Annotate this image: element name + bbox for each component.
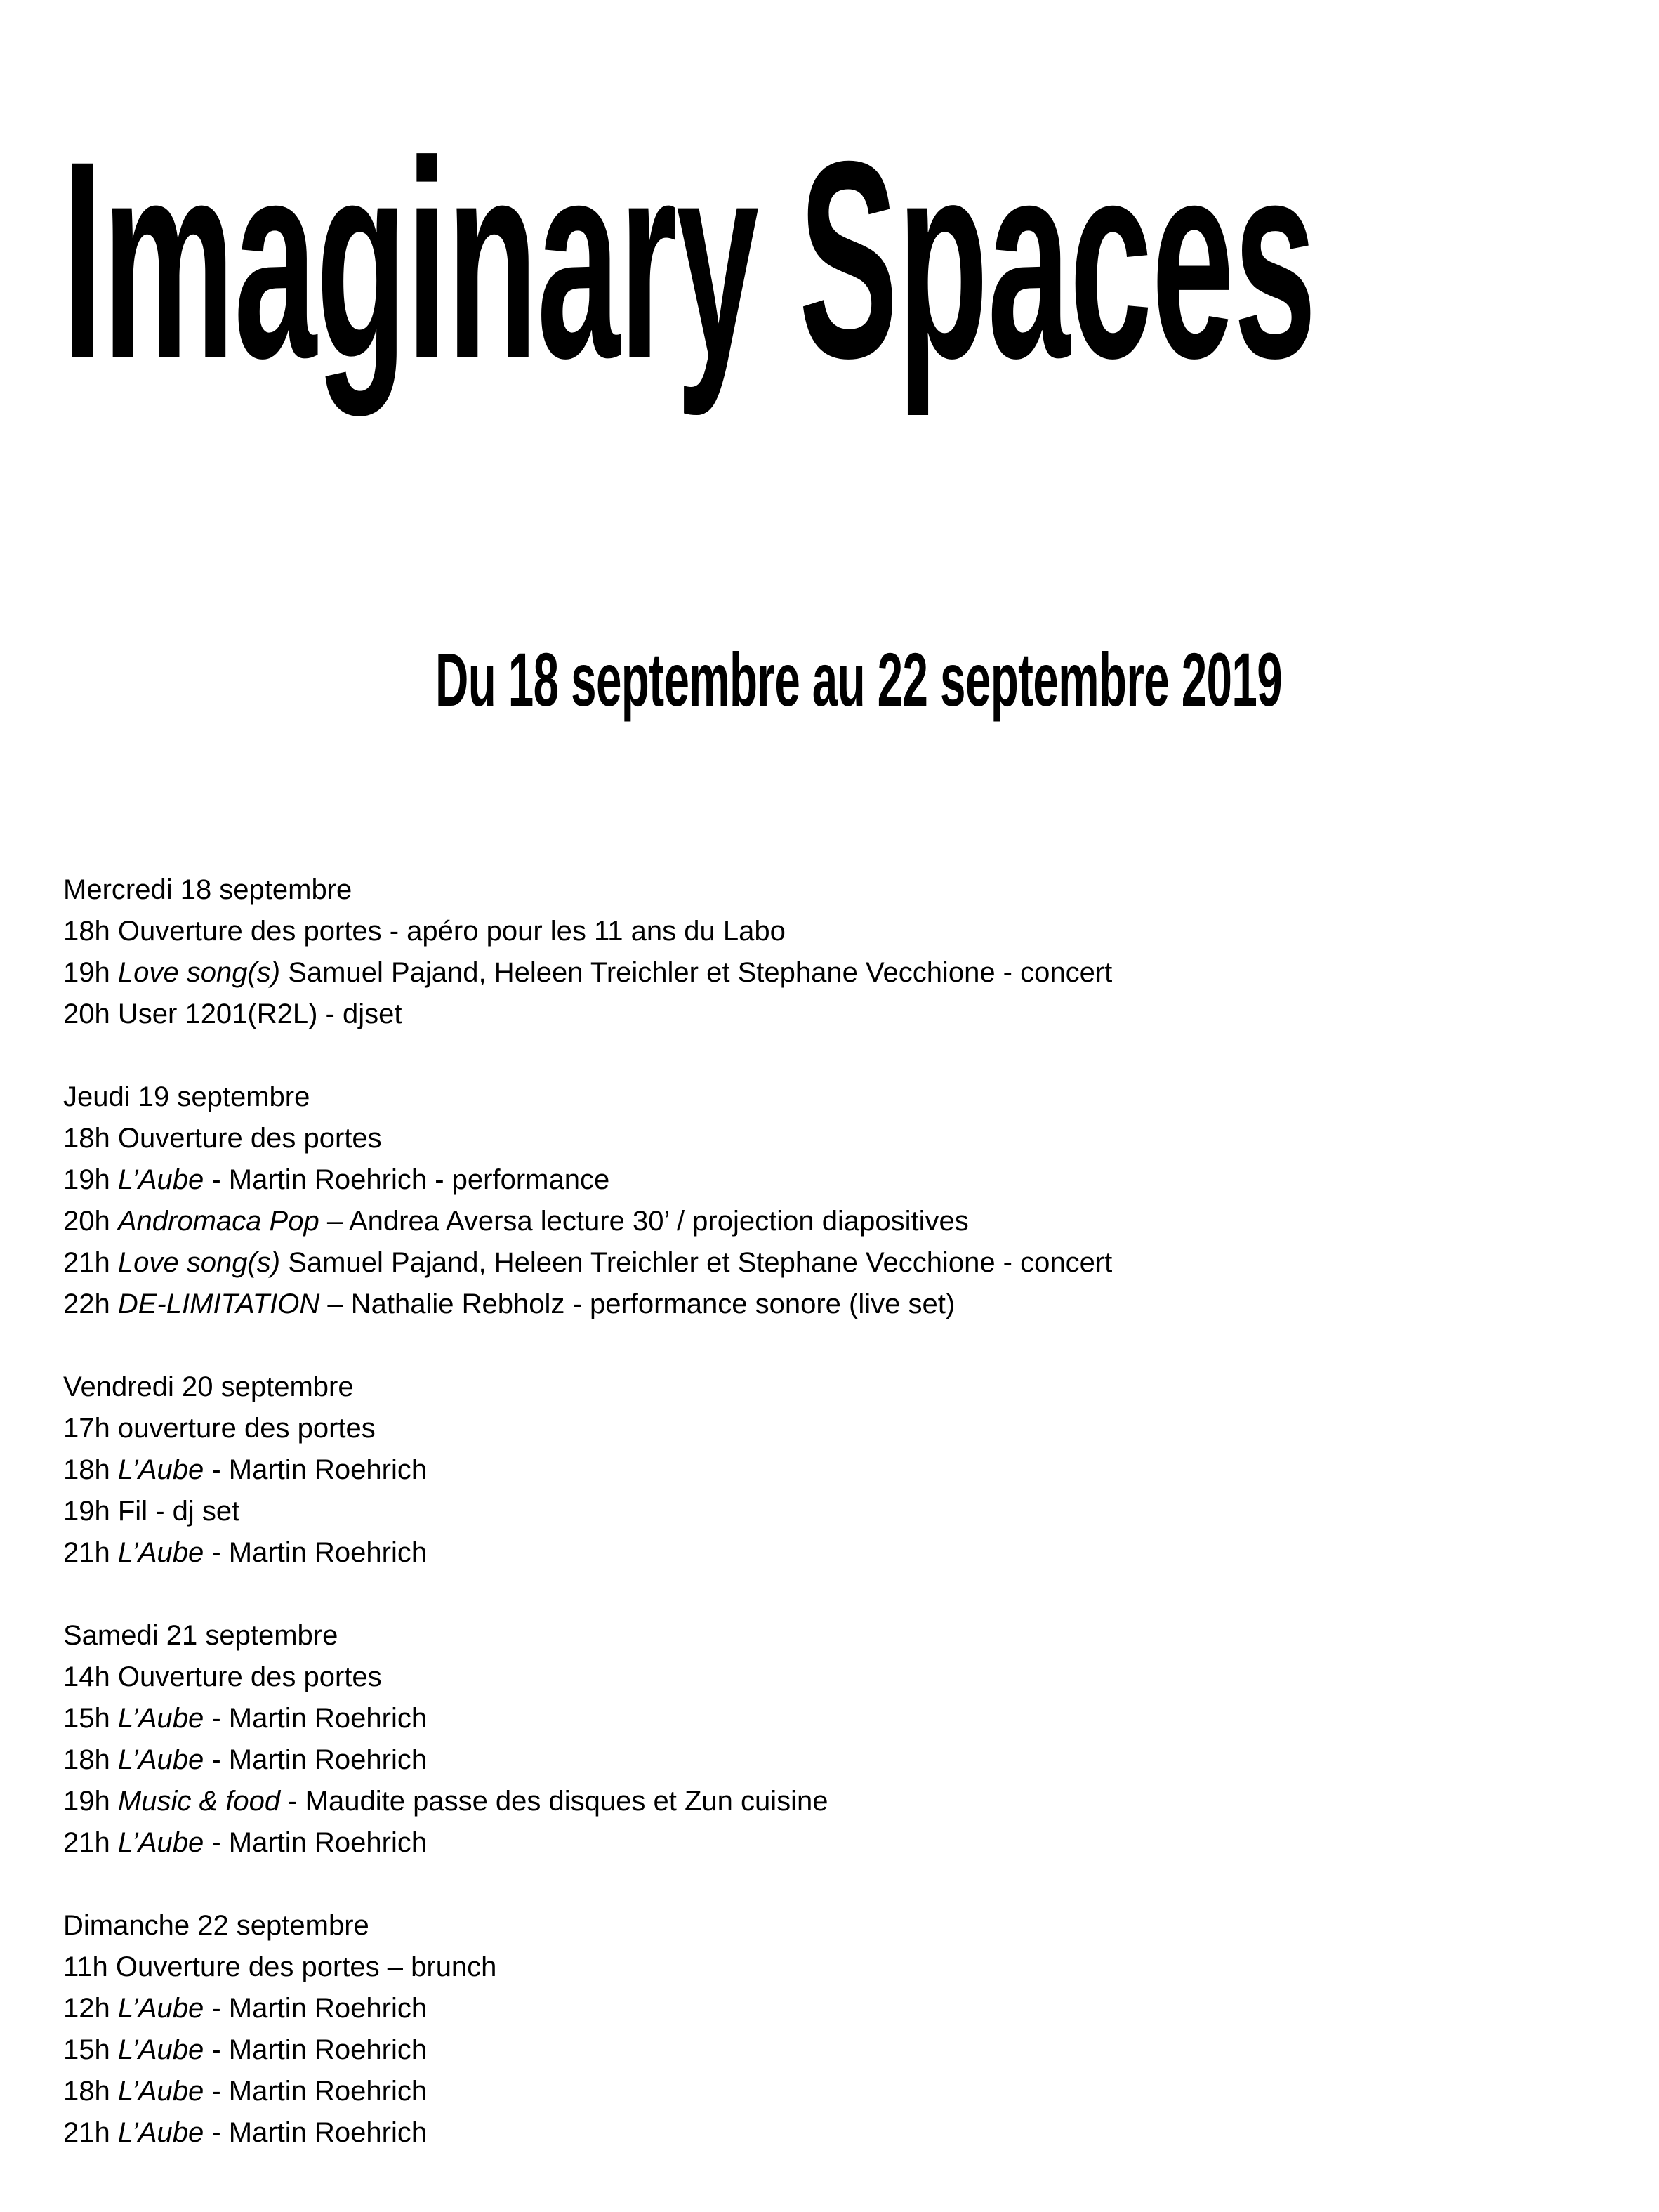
event-time: 19h bbox=[63, 957, 110, 988]
day-block bbox=[63, 1615, 1608, 1864]
event-time: 18h bbox=[63, 2076, 110, 2107]
event-time: 20h bbox=[63, 1206, 110, 1237]
event-title: L’Aube bbox=[117, 2117, 204, 2148]
event-time: 21h bbox=[63, 2117, 110, 2148]
day-heading: Jeudi 19 septembre bbox=[63, 1081, 310, 1112]
event-title: Andromaca Pop bbox=[117, 1206, 319, 1237]
event-time: 21h bbox=[63, 1827, 110, 1858]
event-line bbox=[63, 2112, 1608, 2154]
schedule bbox=[63, 869, 1608, 2195]
event-title: L’Aube bbox=[117, 1827, 204, 1858]
event-text: - Maudite passe des disques et Zun cuisine bbox=[288, 1786, 828, 1817]
day-block bbox=[63, 1367, 1608, 1574]
event-line bbox=[63, 1988, 1608, 2029]
event-title: L’Aube bbox=[117, 2034, 204, 2065]
event-text: - Martin Roehrich bbox=[211, 1827, 428, 1858]
event-text: - Martin Roehrich bbox=[211, 2034, 428, 2065]
event-line bbox=[63, 994, 1608, 1035]
event-line bbox=[63, 1201, 1608, 1242]
event-line bbox=[63, 1947, 1608, 1988]
event-line bbox=[63, 1284, 1608, 1325]
event-title: Love song(s) bbox=[117, 957, 281, 988]
event-text: - Martin Roehrich bbox=[211, 1744, 428, 1775]
day-block bbox=[63, 1077, 1608, 1325]
event-line bbox=[63, 1739, 1608, 1781]
event-time: 18h bbox=[63, 1454, 110, 1485]
event-line bbox=[63, 1781, 1608, 1822]
event-time: 18h bbox=[63, 1744, 110, 1775]
event-text: - Martin Roehrich - performance bbox=[211, 1164, 610, 1195]
event-title: L’Aube bbox=[117, 2076, 204, 2107]
event-text: - Martin Roehrich bbox=[211, 1703, 428, 1734]
event-time: 20h bbox=[63, 999, 110, 1029]
event-line bbox=[63, 1118, 1608, 1159]
event-time: 21h bbox=[63, 1247, 110, 1278]
event-line bbox=[63, 1242, 1608, 1284]
day-block bbox=[63, 869, 1608, 1035]
event-title: L’Aube bbox=[117, 1454, 204, 1485]
event-title: L’Aube bbox=[117, 1164, 204, 1195]
event-text: - Martin Roehrich bbox=[211, 1993, 428, 2024]
event-line bbox=[63, 1491, 1608, 1532]
event-line bbox=[63, 2029, 1608, 2071]
event-title: Music & food bbox=[117, 1786, 281, 1817]
event-line bbox=[63, 1822, 1608, 1864]
event-text: Samuel Pajand, Heleen Treichler et Stephane Vecchione - concert bbox=[288, 1247, 1113, 1278]
event-text: - Martin Roehrich bbox=[211, 1454, 428, 1485]
day-heading: Mercredi 18 septembre bbox=[63, 874, 352, 905]
event-time: 22h bbox=[63, 1289, 110, 1319]
event-title: L’Aube bbox=[117, 1744, 204, 1775]
event-text: Samuel Pajand, Heleen Treichler et Stephane Vecchione - concert bbox=[288, 957, 1113, 988]
event-time: 12h bbox=[63, 1993, 110, 2024]
event-line bbox=[63, 1532, 1608, 1574]
day-heading: Vendredi 20 septembre bbox=[63, 1371, 354, 1402]
event-text: ouverture des portes bbox=[117, 1413, 376, 1444]
event-text: Ouverture des portes bbox=[117, 1123, 382, 1154]
event-time: 15h bbox=[63, 1703, 110, 1734]
event-time: 19h bbox=[63, 1496, 110, 1527]
event-time: 18h bbox=[63, 916, 110, 947]
poster-title: Imaginary Spaces bbox=[62, 103, 1316, 416]
event-title: L’Aube bbox=[117, 1703, 204, 1734]
event-line bbox=[63, 1408, 1608, 1449]
event-line bbox=[63, 1698, 1608, 1739]
event-time: 19h bbox=[63, 1164, 110, 1195]
event-text: User 1201(R2L) - djset bbox=[117, 999, 402, 1029]
day-heading: Dimanche 22 septembre bbox=[63, 1910, 369, 1941]
event-time: 14h bbox=[63, 1661, 110, 1692]
event-line bbox=[63, 1159, 1608, 1201]
event-text: Ouverture des portes bbox=[117, 1661, 382, 1692]
event-text: - Martin Roehrich bbox=[211, 2117, 428, 2148]
event-time: 11h bbox=[63, 1951, 108, 1982]
day-block bbox=[63, 1905, 1608, 2154]
event-time: 19h bbox=[63, 1786, 110, 1817]
event-title: Love song(s) bbox=[117, 1247, 281, 1278]
event-text: Ouverture des portes - apéro pour les 11 ans du Labo bbox=[117, 916, 786, 947]
event-line bbox=[63, 911, 1608, 952]
day-heading: Samedi 21 septembre bbox=[63, 1620, 338, 1651]
event-text: - Martin Roehrich bbox=[211, 1537, 428, 1568]
event-line bbox=[63, 952, 1608, 994]
event-text: Fil - dj set bbox=[117, 1496, 240, 1527]
event-time: 15h bbox=[63, 2034, 110, 2065]
event-text: Ouverture des portes – brunch bbox=[115, 1951, 497, 1982]
event-time: 21h bbox=[63, 1537, 110, 1568]
event-time: 18h bbox=[63, 1123, 110, 1154]
event-title: DE-LIMITATION bbox=[117, 1289, 320, 1319]
event-text: - Martin Roehrich bbox=[211, 2076, 428, 2107]
event-time: 17h bbox=[63, 1413, 110, 1444]
event-line bbox=[63, 1449, 1608, 1491]
date-range-subtitle: Du 18 septembre au 22 septembre 2019 bbox=[435, 637, 1283, 722]
event-title: L’Aube bbox=[117, 1537, 204, 1568]
event-line bbox=[63, 1657, 1608, 1698]
event-text: – Andrea Aversa lecture 30’ / projection diapositives bbox=[326, 1206, 969, 1237]
event-title: L’Aube bbox=[117, 1993, 204, 2024]
event-text: – Nathalie Rebholz - performance sonore (live set) bbox=[327, 1289, 956, 1319]
event-line bbox=[63, 2071, 1608, 2112]
